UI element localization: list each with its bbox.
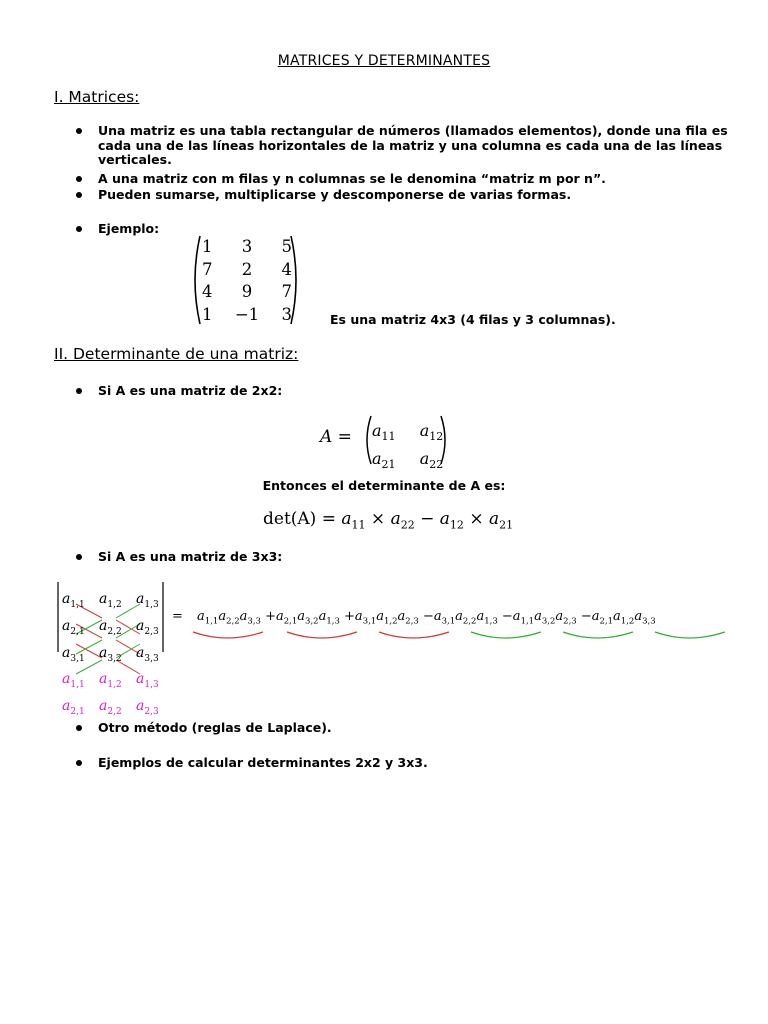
section-heading-determinant: II. Determinante de una matriz: <box>54 345 299 363</box>
matrix-sub: 12 <box>429 430 444 444</box>
matrix-var: a <box>372 421 382 440</box>
sarrus-term: $-a_{3,1}a_{2,2}a_{1,3}$ <box>422 609 498 627</box>
matrix-var: a <box>372 449 382 469</box>
bullet-dot <box>76 176 82 182</box>
matrix-cell: 3 <box>281 304 292 324</box>
sarrus-cell: $a_{2,3}$ <box>136 617 159 637</box>
sarrus-cell: $a_{3,1}$ <box>62 644 85 664</box>
underbrace-positive <box>379 632 449 638</box>
bullet-operations <box>98 188 728 203</box>
formula-var: a <box>488 509 500 529</box>
sarrus-row <box>62 643 166 670</box>
sarrus-matrix <box>54 580 174 717</box>
sarrus-cell: $a_{3,3}$ <box>136 644 159 664</box>
formula-var: a <box>390 509 401 529</box>
bullet-examples <box>98 756 428 771</box>
example-matrix <box>188 232 303 328</box>
matrix-cell: 5 <box>281 237 292 256</box>
matrix-row <box>372 448 443 476</box>
bullet-m-by-n <box>98 172 728 187</box>
sarrus-expansion <box>172 609 762 627</box>
matrix-row <box>202 259 292 282</box>
matrix-row <box>202 304 292 327</box>
bullet-dot <box>76 192 82 198</box>
sarrus-body <box>62 589 166 723</box>
underbrace-positive <box>193 632 263 638</box>
sarrus-row <box>62 589 166 616</box>
matrix-var: a <box>419 449 430 469</box>
matrix-row <box>202 281 292 304</box>
sarrus-term: $+a_{3,1}a_{1,2}a_{2,3}$ <box>344 609 419 627</box>
bullet-definition <box>98 124 728 168</box>
bullet-text: Ejemplos de calcular determinantes 2x2 y 3x3. <box>98 755 428 770</box>
matrix-2x2 <box>320 414 460 472</box>
equals-sign: = <box>172 609 183 624</box>
formula-var: a <box>341 509 352 529</box>
sarrus-cell: $a_{2,1}$ <box>62 617 85 637</box>
sarrus-cell: $a_{1,2}$ <box>99 591 122 610</box>
sarrus-cell: $a_{1,3}$ <box>136 671 159 691</box>
sarrus-cell: $a_{1,2}$ <box>99 671 122 691</box>
matrix-body <box>372 420 443 476</box>
matrix-var: a <box>419 421 430 440</box>
bullet-laplace <box>98 721 332 736</box>
matrix-cell: 4 <box>202 282 213 301</box>
sarrus-term: $-a_{2,1}a_{1,2}a_{3,3}$ <box>580 609 656 627</box>
page-title: MATRICES Y DETERMINANTES <box>277 53 491 69</box>
sarrus-cell: $a_{2,2}$ <box>99 698 122 717</box>
section-heading-matrices: I. Matrices: <box>54 88 140 106</box>
formula-op: × <box>463 509 489 529</box>
matrix-cell: 7 <box>202 259 213 279</box>
bullet-dot <box>76 226 82 232</box>
bullet-2x2 <box>98 384 282 399</box>
matrix-cell: 4 <box>281 259 292 279</box>
sarrus-cell: $a_{2,1}$ <box>62 698 85 717</box>
bullet-dot <box>76 388 82 394</box>
formula-sub: 22 <box>400 518 415 532</box>
sarrus-row-repeat <box>62 696 166 723</box>
bullet-dot <box>76 725 82 731</box>
sarrus-cell: $a_{3,2}$ <box>99 644 122 664</box>
term-underbraces <box>185 628 745 646</box>
matrix-lhs: A = <box>320 427 352 447</box>
determinant-formula <box>263 509 513 531</box>
bullet-example <box>98 222 159 237</box>
sarrus-term: $+a_{2,1}a_{3,2}a_{1,3}$ <box>265 609 340 627</box>
bullet-text: Si A es una matriz de 2x2: <box>98 383 283 398</box>
bullet-3x3 <box>98 550 282 565</box>
bullet-text: A una matriz con m filas y n columnas se le denomina “matriz m por n”. <box>98 171 606 186</box>
sarrus-cell: $a_{1,1}$ <box>62 671 85 691</box>
formula-sub: 12 <box>449 518 464 532</box>
bullet-dot <box>76 760 82 766</box>
bullet-text: Si A es una matriz de 3x3: <box>98 549 283 564</box>
formula-sub: 21 <box>499 518 514 532</box>
underbrace-positive <box>287 632 357 638</box>
underbrace-negative <box>471 632 541 638</box>
matrix-row <box>372 420 443 448</box>
matrix-cell: 9 <box>241 282 253 301</box>
bullet-dot <box>76 128 82 134</box>
matrix-cell: 3 <box>241 237 253 256</box>
matrix-cell: −1 <box>234 304 260 324</box>
matrix-sub: 21 <box>381 458 396 472</box>
bullet-text: Pueden sumarse, multiplicarse y descomponerse de varias formas. <box>98 187 572 202</box>
sarrus-cell: $a_{1,3}$ <box>136 591 159 610</box>
sarrus-cell: $a_{1,1}$ <box>62 591 85 610</box>
matrix-cell: 1 <box>202 237 213 256</box>
sarrus-row <box>62 616 166 643</box>
bullet-text: Ejemplo: <box>98 221 160 236</box>
formula-op: × <box>365 509 391 529</box>
formula-prefix: det(A) = <box>263 509 342 529</box>
bullet-text: Otro método (reglas de Laplace). <box>98 720 332 735</box>
matrix-cell: 7 <box>281 282 292 301</box>
determinant-intro: Entonces el determinante de A es: <box>262 478 506 493</box>
sarrus-cell: $a_{2,3}$ <box>136 698 159 717</box>
sarrus-row-repeat <box>62 669 166 696</box>
sarrus-term: $-a_{1,1}a_{3,2}a_{2,3}$ <box>501 609 577 627</box>
sarrus-cell: $a_{2,2}$ <box>99 617 122 637</box>
formula-sub: 11 <box>351 518 366 532</box>
matrix-cell: 2 <box>241 259 253 279</box>
underbrace-negative <box>563 632 633 638</box>
matrix-sub: 11 <box>381 430 396 444</box>
matrix-row <box>202 236 292 259</box>
matrix-body <box>202 236 292 326</box>
sarrus-term: $a_{1,1}a_{2,2}a_{3,3}$ <box>197 609 261 627</box>
underbrace-negative <box>655 632 725 638</box>
bullet-dot <box>76 554 82 560</box>
matrix-cell: 1 <box>202 304 213 324</box>
example-caption: Es una matriz 4x3 (4 filas y 3 columnas). <box>330 312 616 327</box>
matrix-sub: 22 <box>429 458 444 472</box>
formula-var: a <box>439 509 450 529</box>
formula-op: − <box>414 509 440 529</box>
bullet-text: Una matriz es una tabla rectangular de números (llamados elementos), donde una fila es cada una de las líneas horizontales de la matriz y una columna es cada una de las líneas verticales. <box>98 123 728 167</box>
